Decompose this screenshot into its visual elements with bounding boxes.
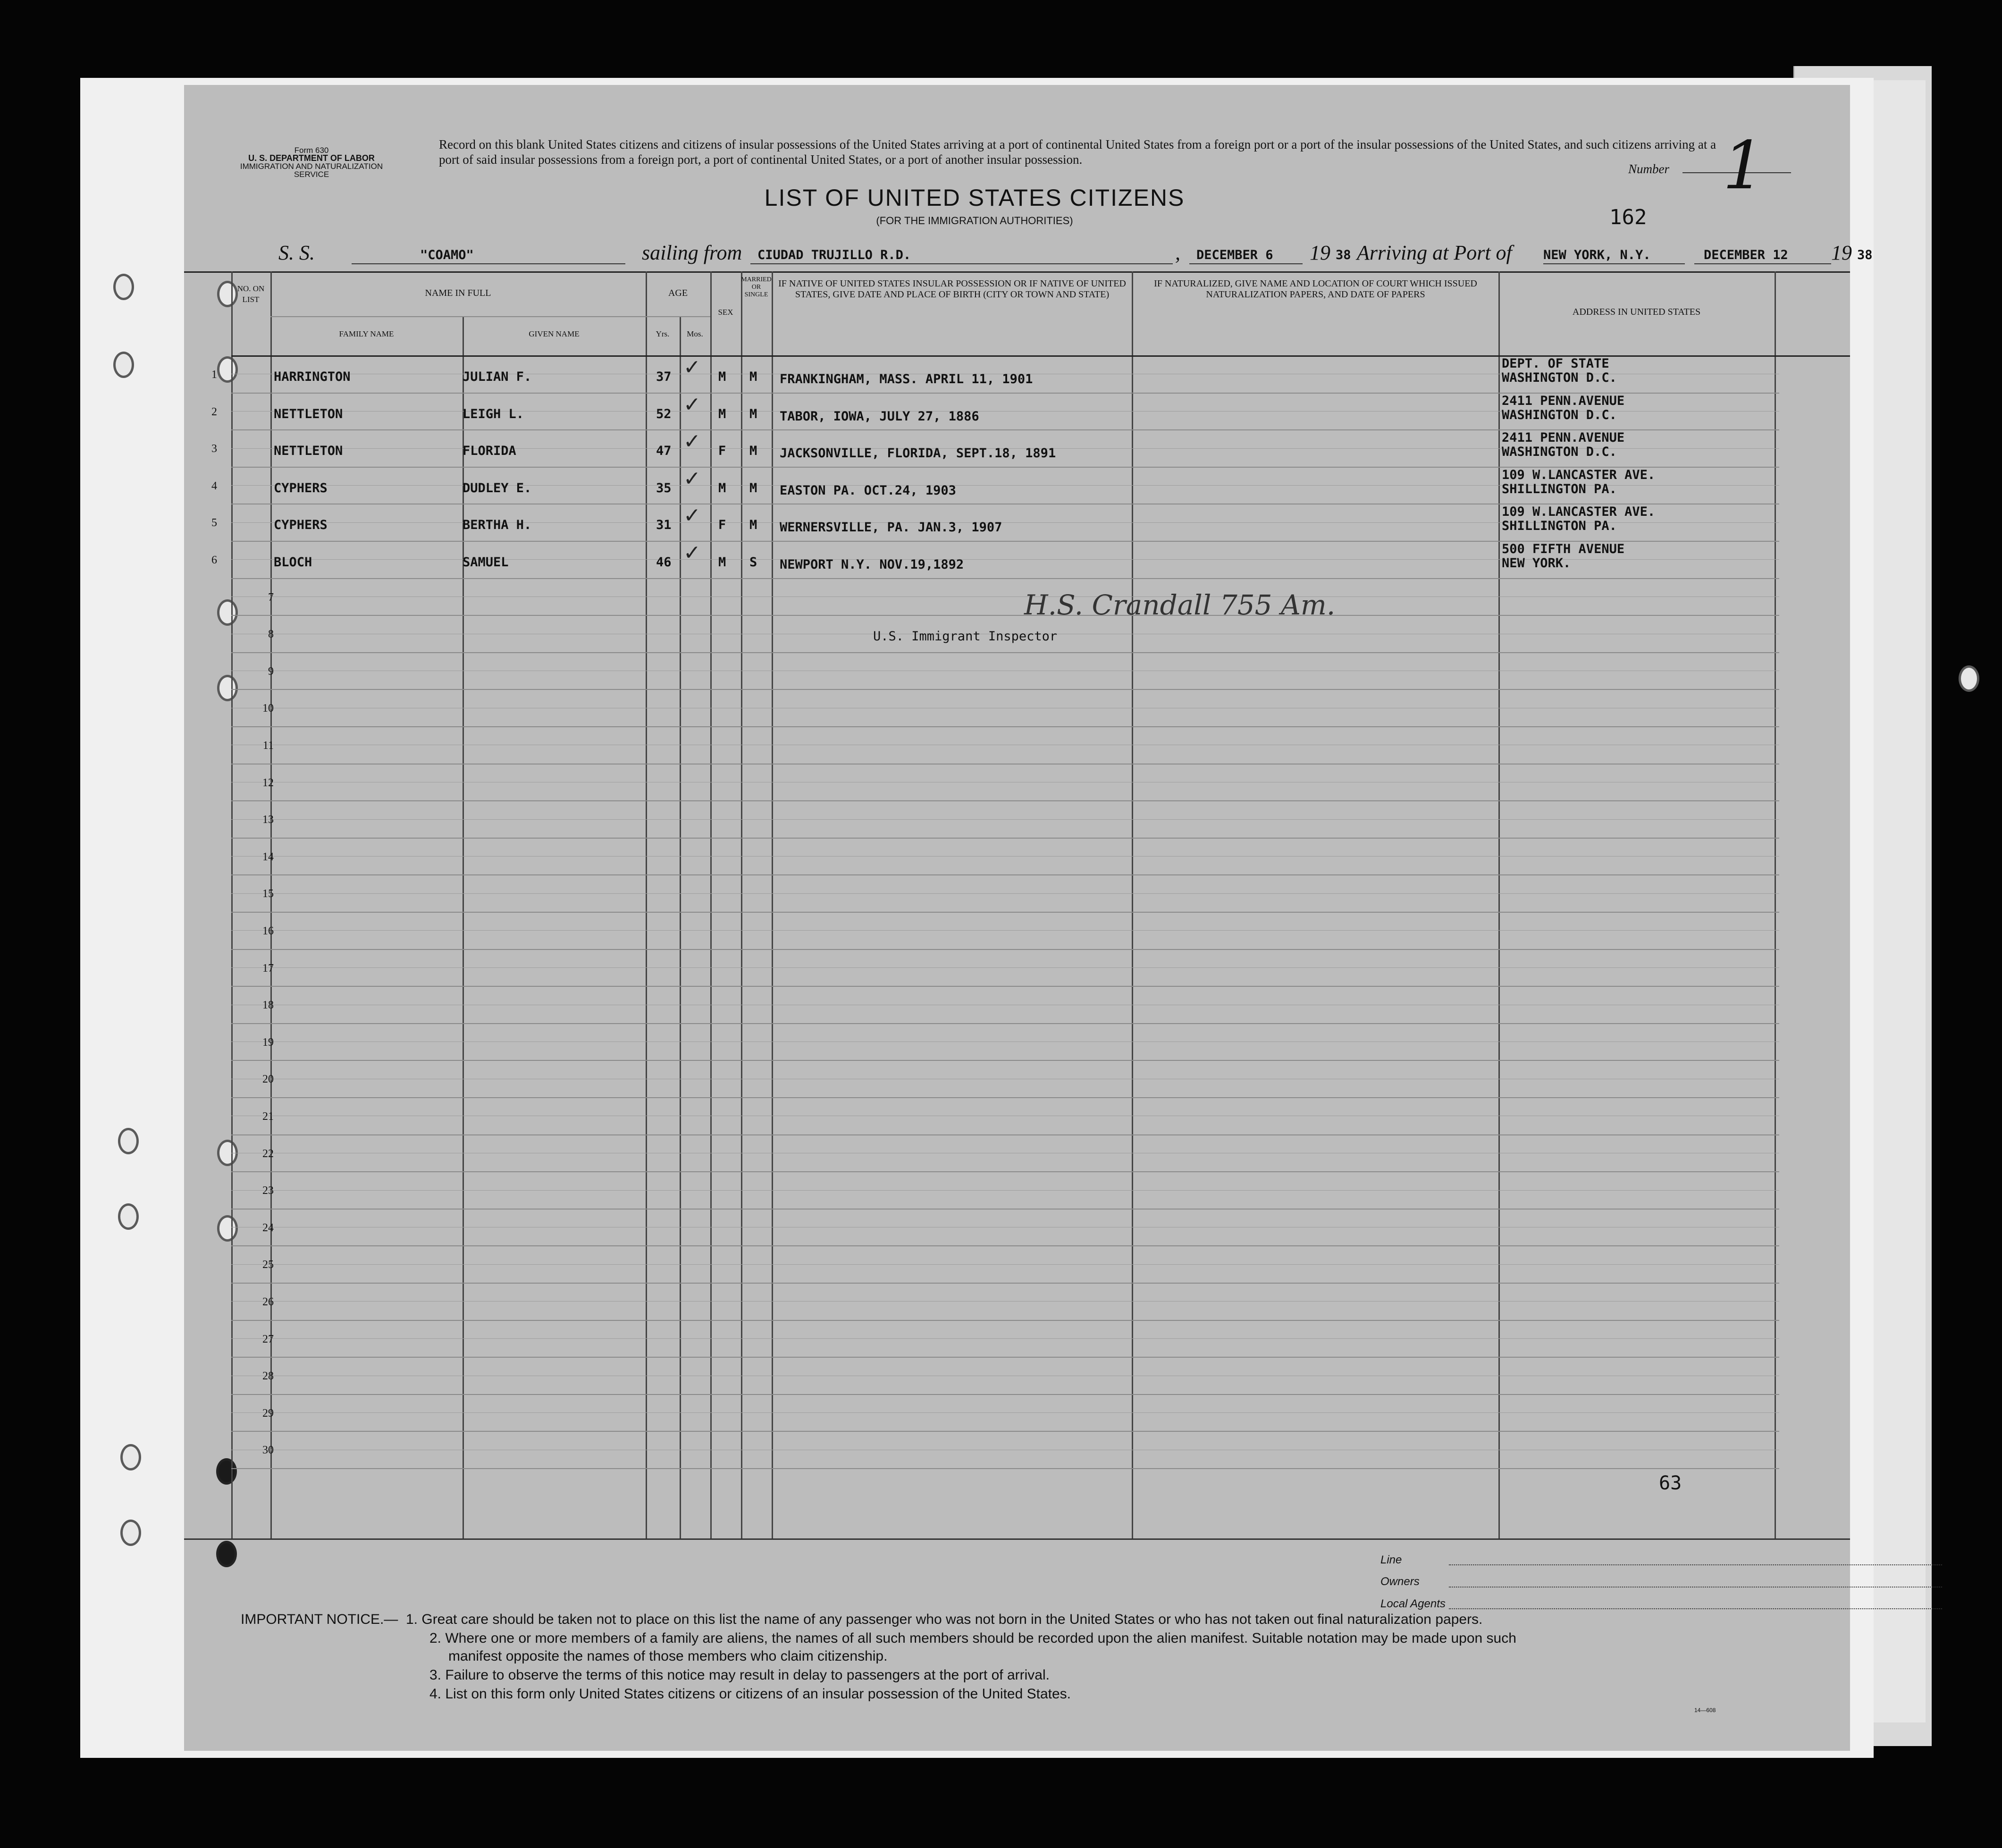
row-rule — [231, 615, 1779, 616]
binder-hole — [120, 1444, 141, 1470]
row-subrule — [231, 930, 1779, 931]
sex: M — [718, 406, 726, 421]
row-number: 19 — [262, 1036, 274, 1049]
sex: F — [718, 444, 726, 459]
row-number: 2 — [211, 405, 217, 418]
depart-date-underline — [1189, 263, 1303, 264]
sex: M — [718, 555, 726, 570]
depart-year: 38 — [1336, 248, 1351, 262]
header-family-name: FAMILY NAME — [339, 329, 394, 338]
table-bottom-border — [184, 1538, 1850, 1540]
row-number: 1 — [211, 369, 217, 381]
address-line-1: 500 FIFTH AVENUE — [1502, 542, 1625, 556]
line-field — [1449, 1564, 1942, 1565]
row-number: 18 — [262, 999, 274, 1012]
header-yrs: Yrs. — [656, 329, 670, 338]
column-divider — [463, 316, 464, 1538]
row-subrule — [231, 819, 1779, 820]
ss-label: S. S. — [278, 241, 315, 264]
birth-place-date: WERNERSVILLE, PA. JAN.3, 1907 — [780, 520, 1002, 535]
row-subrule — [231, 1412, 1779, 1413]
row-rule — [231, 1320, 1779, 1321]
row-rule — [231, 1431, 1779, 1432]
ship-underline — [352, 263, 625, 264]
family-name: HARRINGTON — [274, 370, 351, 384]
address-line-2: SHILLINGTON PA. — [1502, 519, 1617, 534]
line-label: Line — [1380, 1554, 1402, 1566]
row-rule — [231, 912, 1779, 913]
local-agents-label: Local Agents — [1380, 1597, 1446, 1610]
given-name: JULIAN F. — [463, 370, 532, 384]
address-line-2: NEW YORK. — [1502, 556, 1571, 571]
binder-hole — [113, 274, 134, 300]
row-rule — [231, 874, 1779, 875]
row-rule — [231, 1394, 1779, 1395]
arrive-year-prefix: 19 — [1831, 241, 1852, 264]
binder-hole — [217, 599, 238, 626]
column-divider — [1775, 271, 1776, 1538]
binder-hole — [120, 1520, 141, 1546]
row-number: 4 — [211, 479, 217, 492]
age-years: 52 — [656, 406, 672, 421]
column-divider — [1498, 271, 1500, 1538]
family-name: BLOCH — [274, 555, 312, 570]
row-number: 3 — [211, 443, 217, 455]
sailing-from-underline — [750, 263, 1173, 264]
age-years: 37 — [656, 370, 672, 384]
row-rule — [231, 1060, 1779, 1061]
binder-hole — [216, 1541, 237, 1567]
address-line-2: SHILLINGTON PA. — [1502, 481, 1617, 496]
row-number: 5 — [211, 517, 217, 529]
row-subrule — [231, 1301, 1779, 1302]
marital-status: M — [749, 370, 757, 384]
ship-name: "COAMO" — [420, 248, 474, 262]
age-years: 46 — [656, 555, 672, 570]
address-line-2: WASHINGTON D.C. — [1502, 445, 1617, 460]
notice-item-2: 2. Where one or more members of a family are aliens, the names of all such members should be recorded upon the alien manifest. Suitable notation may be made upon such — [429, 1630, 1516, 1646]
header-given-name: GIVEN NAME — [529, 329, 580, 338]
row-number: 24 — [262, 1221, 274, 1234]
row-rule — [231, 800, 1779, 801]
service-name: IMMIGRATION AND NATURALIZATION SERVICE — [240, 162, 383, 179]
row-subrule — [231, 1338, 1779, 1339]
row-number: 6 — [211, 554, 217, 566]
arrive-date: DECEMBER 12 — [1704, 248, 1788, 262]
binder-hole — [1959, 665, 1979, 692]
row-number: 27 — [262, 1333, 274, 1345]
given-name: FLORIDA — [463, 444, 516, 459]
row-rule — [231, 726, 1779, 727]
notice-item-4: 4. List on this form only United States citizens or citizens of an insular possession of the United States. — [429, 1686, 1071, 1702]
row-number: 15 — [262, 888, 274, 900]
notice-item-1: 1. Great care should be taken not to place on this list the name of any passenger who was not born in the United States or who has not taken out final naturalization papers. — [406, 1612, 1483, 1627]
row-number: 13 — [262, 814, 274, 826]
address-line-1: DEPT. OF STATE — [1502, 356, 1609, 371]
depart-year-prefix: 19 — [1310, 241, 1330, 264]
table-top-border — [184, 271, 1850, 273]
binder-hole — [113, 352, 134, 378]
row-subrule — [231, 596, 1779, 597]
given-name: DUDLEY E. — [463, 480, 532, 496]
check-mark: ✓ — [683, 355, 701, 379]
page-number: 63 — [1659, 1472, 1682, 1494]
header-birth: IF NATIVE OF UNITED STATES INSULAR POSSESSION OR IF NATIVE OF UNITED STATES, GIVE DATE AND PLACE OF BIRTH (CITY OR TOWN AND STATE) — [778, 278, 1126, 300]
row-number: 23 — [262, 1184, 274, 1197]
birth-place-date: JACKSONVILLE, FLORIDA, SEPT.18, 1891 — [780, 446, 1056, 461]
row-rule — [231, 1468, 1779, 1469]
check-mark: ✓ — [683, 429, 701, 454]
row-rule — [231, 1023, 1779, 1024]
comma: , — [1175, 241, 1180, 264]
row-subrule — [231, 893, 1779, 894]
header-age: AGE — [668, 288, 688, 298]
row-subrule — [231, 1264, 1779, 1265]
family-name: NETTLETON — [274, 406, 343, 421]
row-number: 9 — [268, 665, 274, 678]
marital-status: M — [749, 406, 757, 421]
address-line-1: 109 W.LANCASTER AVE. — [1502, 504, 1656, 520]
notice-item-2-cont: manifest opposite the names of those members who claim citizenship. — [448, 1648, 888, 1664]
birth-place-date: TABOR, IOWA, JULY 27, 1886 — [780, 409, 979, 424]
address-line-1: 2411 PENN.AVENUE — [1502, 430, 1625, 445]
header-naturalized: IF NATURALIZED, GIVE NAME AND LOCATION OF COURT WHICH ISSUED NATURALIZATION PAPERS, AND DATE OF PAPERS — [1154, 278, 1477, 300]
sex: F — [718, 518, 726, 533]
form-instructions: Record on this blank United States citizens and citizens of insular possessions of the United States arriving at a port of continental United States from a foreign port or a port of the insular possessions of the United States, and such citizens arriving at a port of said insular possessions from a foreign port, a port of continental United States, or a port of another insular possession. — [439, 137, 1716, 167]
age-years: 47 — [656, 444, 672, 459]
check-mark: ✓ — [683, 466, 701, 491]
family-name: NETTLETON — [274, 444, 343, 459]
address-line-2: WASHINGTON D.C. — [1502, 407, 1617, 422]
row-number: 7 — [268, 591, 274, 604]
row-number: 21 — [262, 1110, 274, 1123]
arriving-label: Arriving at Port of — [1357, 241, 1512, 264]
row-number: 16 — [262, 925, 274, 937]
arrive-date-underline — [1694, 263, 1831, 264]
check-mark: ✓ — [683, 504, 701, 528]
birth-place-date: NEWPORT N.Y. NOV.19,1892 — [780, 557, 964, 572]
local-agents-field — [1449, 1608, 1942, 1609]
column-divider — [680, 316, 681, 1538]
arrival-port-underline — [1543, 263, 1685, 264]
binder-hole — [118, 1128, 139, 1154]
column-divider — [741, 271, 742, 1538]
header-no-on-list: NO. ON LIST — [237, 284, 265, 304]
marital-status: M — [749, 518, 757, 533]
binder-hole — [217, 675, 238, 701]
row-subrule — [231, 967, 1779, 968]
column-divider — [772, 271, 773, 1538]
number-label: Number — [1628, 162, 1669, 176]
given-name: BERTHA H. — [463, 518, 532, 533]
given-name: LEIGH L. — [463, 406, 524, 421]
form-subtitle: (FOR THE IMMIGRATION AUTHORITIES) — [876, 215, 1073, 227]
address-line-1: 2411 PENN.AVENUE — [1502, 393, 1625, 408]
binder-hole — [217, 1215, 238, 1242]
sailing-from-label: sailing from — [642, 241, 742, 264]
row-rule — [231, 1097, 1779, 1098]
row-number: 25 — [262, 1259, 274, 1271]
underlying-sheet-edge — [1869, 80, 1926, 1722]
row-rule — [231, 1283, 1779, 1284]
form-identifier — [231, 146, 392, 178]
row-number: 12 — [262, 776, 274, 789]
row-rule — [231, 1245, 1779, 1246]
row-number: 29 — [262, 1407, 274, 1420]
sex: M — [718, 370, 726, 384]
form-title: LIST OF UNITED STATES CITIZENS — [764, 185, 1185, 211]
row-number: 10 — [262, 702, 274, 715]
column-divider — [270, 271, 272, 1538]
header-subdivider — [646, 316, 710, 317]
birth-place-date: EASTON PA. OCT.24, 1903 — [780, 483, 956, 498]
form-code: 14—608 — [1694, 1707, 1716, 1714]
row-number: 22 — [262, 1147, 274, 1160]
sheet-number: 162 — [1609, 205, 1647, 229]
marital-status: M — [749, 444, 757, 459]
department-name: U. S. DEPARTMENT OF LABOR — [248, 153, 375, 163]
address-line-1: 109 W.LANCASTER AVE. — [1502, 467, 1656, 482]
row-rule — [231, 1357, 1779, 1358]
age-years: 31 — [656, 518, 672, 533]
row-subrule — [231, 1190, 1779, 1191]
header-married-single: MARRIED OR SINGLE — [741, 276, 772, 298]
owners-field — [1449, 1587, 1942, 1588]
row-number: 26 — [262, 1296, 274, 1308]
row-rule — [231, 838, 1779, 839]
family-name: CYPHERS — [274, 518, 328, 533]
row-rule — [231, 986, 1779, 987]
notice-item-3: 3. Failure to observe the terms of this notice may result in delay to passengers at the port of arrival. — [429, 1667, 1050, 1683]
birth-place-date: FRANKINGHAM, MASS. APRIL 11, 1901 — [780, 372, 1033, 386]
arrival-port: NEW YORK, N.Y. — [1543, 248, 1651, 262]
marital-status: M — [749, 480, 757, 496]
column-divider — [231, 271, 233, 1538]
header-address: ADDRESS IN UNITED STATES — [1572, 307, 1701, 317]
age-years: 35 — [656, 480, 672, 496]
given-name: SAMUEL — [463, 555, 509, 570]
binder-hole — [118, 1203, 139, 1230]
sailing-from-port: CIUDAD TRUJILLO R.D. — [757, 248, 911, 262]
row-rule — [231, 1209, 1779, 1210]
row-subrule — [231, 856, 1779, 857]
family-name: CYPHERS — [274, 480, 328, 496]
form-number: Form 630 — [294, 146, 329, 155]
row-rule — [231, 1171, 1779, 1172]
manifest-sheet — [184, 85, 1873, 1751]
column-divider — [710, 271, 712, 1538]
sex: M — [718, 480, 726, 496]
header-subdivider — [270, 316, 646, 317]
row-number: 20 — [262, 1073, 274, 1086]
address-line-2: WASHINGTON D.C. — [1502, 370, 1617, 385]
binder-hole — [217, 356, 238, 383]
row-number: 14 — [262, 850, 274, 863]
row-number: 17 — [262, 962, 274, 974]
row-number: 11 — [262, 739, 274, 752]
row-rule — [231, 578, 1779, 579]
row-rule — [231, 949, 1779, 950]
row-rule — [231, 689, 1779, 690]
column-divider — [1132, 271, 1133, 1538]
row-rule — [231, 652, 1779, 653]
inspector-role: U.S. Immigrant Inspector — [873, 629, 1058, 644]
header-name-in-full: NAME IN FULL — [425, 288, 491, 298]
depart-date: DECEMBER 6 — [1196, 248, 1273, 262]
row-rule — [231, 1134, 1779, 1135]
check-mark: ✓ — [683, 392, 701, 417]
owners-label: Owners — [1380, 1575, 1420, 1588]
notice-heading: IMPORTANT NOTICE.— — [241, 1612, 398, 1627]
check-mark: ✓ — [683, 541, 701, 565]
inspector-signature: H.S. Crandall 755 Am. — [1024, 589, 1336, 621]
column-divider — [646, 271, 647, 1538]
arrive-year: 38 — [1857, 248, 1873, 262]
list-number: 1 — [1723, 127, 1765, 204]
row-number: 8 — [268, 628, 274, 641]
marital-status: S — [749, 555, 757, 570]
header-sex: SEX — [718, 308, 733, 317]
row-number: 28 — [262, 1370, 274, 1383]
header-mos: Mos. — [687, 329, 703, 338]
row-number: 30 — [262, 1444, 274, 1457]
binder-hole — [216, 1458, 237, 1485]
